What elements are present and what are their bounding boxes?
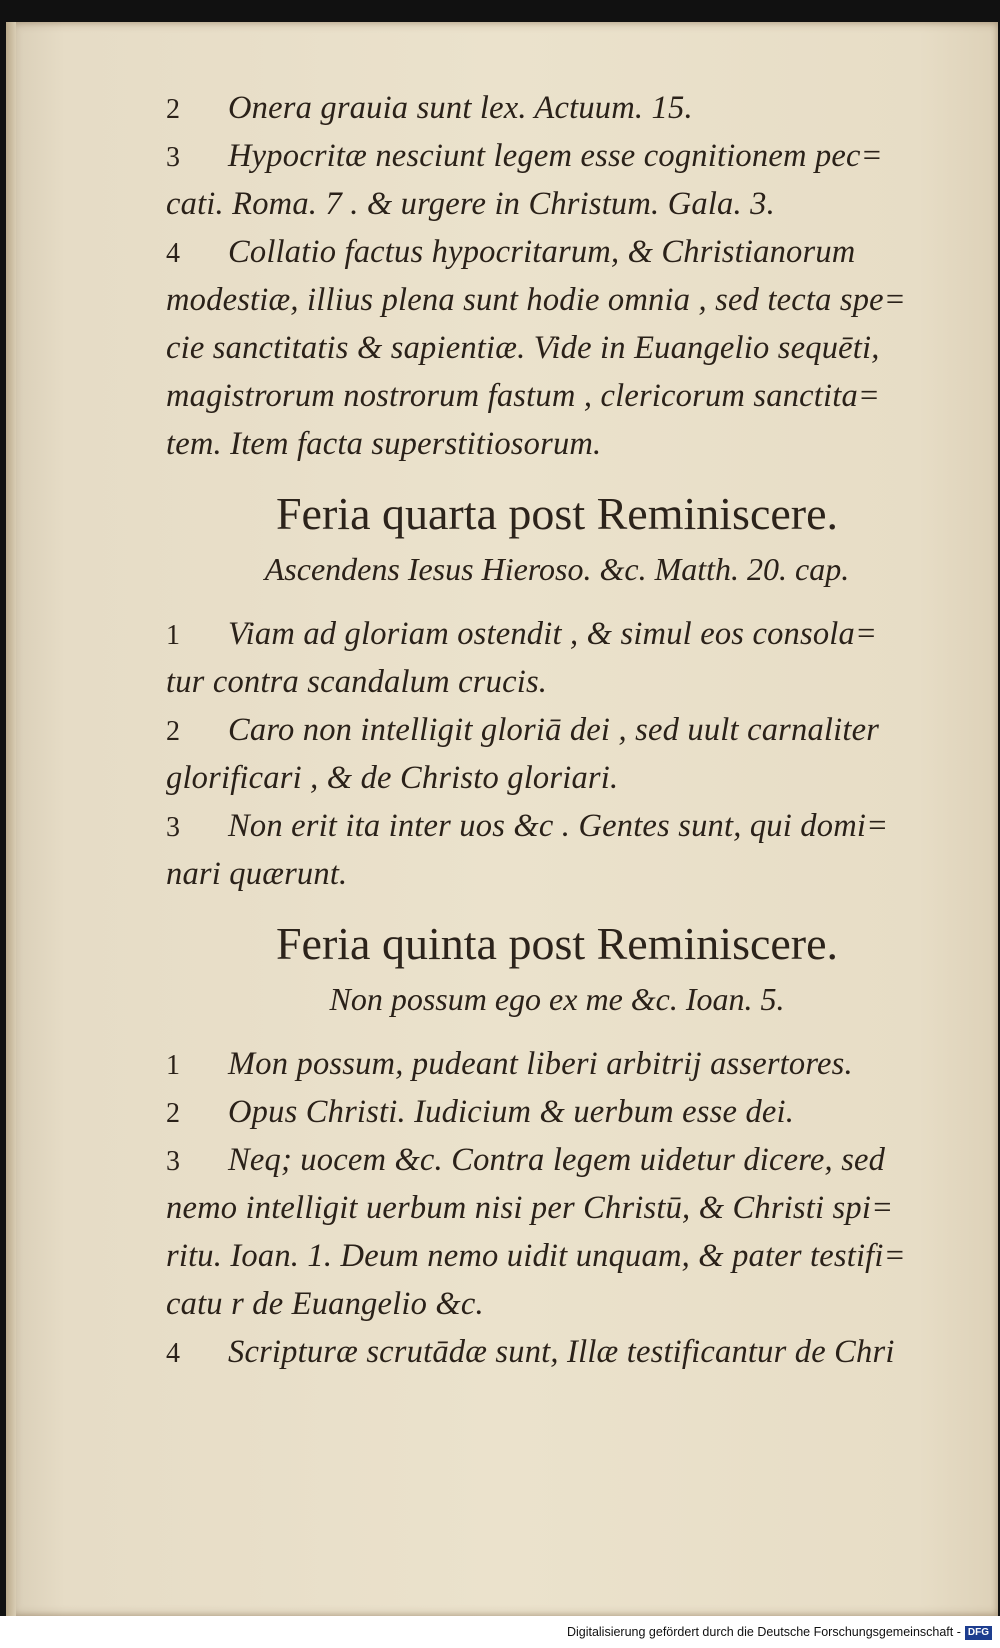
item-number: 2 (166, 716, 181, 747)
list-item (166, 1088, 948, 1136)
item-text-continued: magistrorum nostrorum fastum , clericorum sanctita= (166, 378, 881, 414)
list-item (166, 132, 948, 180)
list-item (166, 1136, 948, 1184)
item-text: Non erit ita inter uos &c . Gentes sunt, qui domi= (228, 808, 889, 844)
item-number: 4 (166, 238, 181, 269)
list-item (166, 84, 948, 132)
item-text-continued: cie sanctitatis & sapientiæ. Vide in Euangelio sequēti, (166, 330, 880, 366)
list-item (166, 1040, 948, 1088)
item-number: 3 (166, 812, 181, 843)
item-number: 1 (166, 1050, 181, 1081)
section-heading: Feria quinta post Reminiscere. (275, 918, 839, 969)
section-2 (166, 482, 948, 898)
item-text: Onera grauia sunt lex. Actuum. 15. (228, 90, 693, 126)
item-number: 2 (166, 94, 181, 125)
section-1 (166, 84, 948, 468)
item-text: Opus Christi. Iudicium & uerbum esse dei. (228, 1094, 795, 1130)
item-text-continued: catu r de Euangelio &c. (166, 1286, 484, 1322)
list-item (166, 228, 948, 276)
section-heading: Feria quarta post Reminiscere. (275, 488, 839, 539)
section-subheading: Ascendens Iesus Hieroso. &c. Matth. 20. cap. (264, 551, 850, 587)
page-text (166, 84, 948, 1376)
item-text-continued: tur contra scandalum crucis. (166, 664, 548, 700)
item-text-continued: nari quærunt. (166, 856, 348, 892)
item-text-continued: cati. Roma. 7 . & urgere in Christum. Gala. 3. (166, 186, 775, 222)
item-text: Hypocritæ nesciunt legem esse cognitionem pec= (228, 138, 883, 174)
footer-text: Digitalisierung gefördert durch die Deutsche Forschungsgemeinschaft - (566, 1625, 961, 1639)
item-number: 4 (166, 1338, 181, 1369)
item-text: Caro non intelligit gloriā dei , sed uult carnaliter (228, 712, 880, 748)
section-3 (166, 912, 948, 1376)
list-item (166, 802, 948, 850)
item-number: 3 (166, 142, 181, 173)
list-item (166, 1328, 948, 1376)
item-text-continued: glorificari , & de Christo gloriari. (166, 760, 619, 796)
item-text: Scripturæ scrutādæ sunt, Illæ testificantur de Chri (228, 1334, 895, 1370)
item-text-continued: tem. Item facta superstitiosorum. (166, 426, 602, 462)
book-page (6, 22, 998, 1616)
list-item (166, 706, 948, 754)
digitization-footer (0, 1616, 1000, 1648)
item-number: 2 (166, 1098, 181, 1129)
item-text: Neq; uocem &c. Contra legem uidetur dicere, sed (228, 1142, 886, 1178)
dfg-logo: DFG (965, 1626, 992, 1640)
section-subheading: Non possum ego ex me &c. Ioan. 5. (329, 981, 785, 1017)
item-text-continued: nemo intelligit uerbum nisi per Christū, & Christi spi= (166, 1190, 894, 1226)
list-item (166, 610, 948, 658)
item-text: Collatio factus hypocritarum, & Christianorum (228, 234, 856, 270)
item-text-continued: modestiæ, illius plena sunt hodie omnia , sed tecta spe= (166, 282, 906, 318)
item-number: 3 (166, 1146, 181, 1177)
item-text: Viam ad gloriam ostendit , & simul eos consola= (228, 616, 878, 652)
item-text-continued: ritu. Ioan. 1. Deum nemo uidit unquam, & pater testifi= (166, 1238, 906, 1274)
item-number: 1 (166, 620, 181, 651)
item-text: Mon possum, pudeant liberi arbitrij assertores. (228, 1046, 853, 1082)
